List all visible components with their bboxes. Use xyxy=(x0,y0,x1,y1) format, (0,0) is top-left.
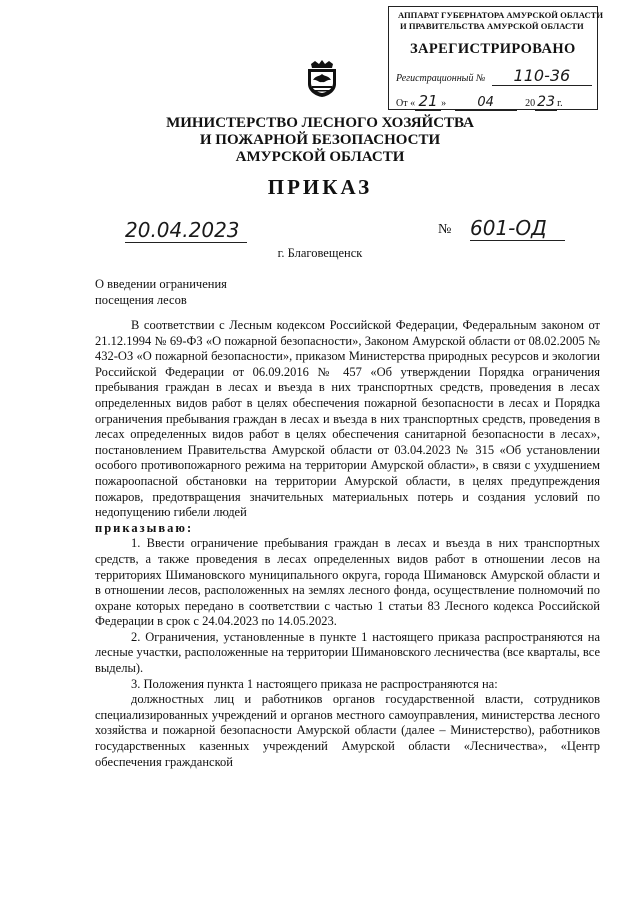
stamp-month: 04 xyxy=(455,95,517,111)
ministry-line-1: МИНИСТЕРСТВО ЛЕСНОГО ХОЗЯЙСТВА xyxy=(166,115,474,131)
city: г. Благовещенск xyxy=(277,246,363,260)
order-word xyxy=(95,521,600,537)
ministry-line-3: АМУРСКОЙ ОБЛАСТИ xyxy=(235,149,405,165)
stamp-date-row xyxy=(396,92,563,111)
stamp-org-line-2: И ПРАВИТЕЛЬСТВА АМУРСКОЙ ОБЛАСТИ xyxy=(400,21,584,31)
stamp-year-suffix: г. xyxy=(557,98,563,109)
item-3-text-paragraph: должностных лиц и работников органов государственной власти, сотрудников специализированных учреждений и органов местного самоуправления, министерства лесного хозяйства и пожарной безопасности Амурской области (далее – Министерство), работников государственных казенных учреждений Амурской области «Лесничества», «Центр обеспечения гражданской xyxy=(95,692,600,769)
subject-line-1: О введении ограничения xyxy=(95,277,227,291)
stamp-reg-label: Регистрационный № xyxy=(396,73,486,84)
order-word-text: приказываю: xyxy=(95,520,194,535)
stamp-year: 23 xyxy=(535,94,557,111)
order-number: 601-ОД xyxy=(470,216,565,241)
coat-of-arms-emblem xyxy=(305,58,339,103)
stamp-year-prefix: 20 xyxy=(525,98,536,109)
stamp-date-prefix: От « xyxy=(396,98,416,109)
stamp-reg-row xyxy=(396,66,592,86)
stamp-day: 21 xyxy=(415,92,441,111)
subject-line-2: посещения лесов xyxy=(95,293,187,307)
order-subject xyxy=(95,276,227,308)
item-3-paragraph: 3. Положения пункта 1 настоящего приказа не распространяются на: xyxy=(131,676,498,691)
preamble-paragraph: В соответствии с Лесным кодексом Российской Федерации, Федеральным законом от 21.12.1994 № 69-ФЗ «О пожарной безопасности», Законом Амурской области от 08.02.2005 № 432-ОЗ «О пожарной безопасности», приказом Министерства природных ресурсов и экологии Российской Федерации от 06.09.2016 № 457 «Об утверждении Порядка ограничения пребывания граждан в лесах и въезда в них транспортных средств, проведения в лесах определенных видов работ в целях обеспечения пожарной безопасности в лесах и Порядка ограничения пребывания граждан в лесах и въезда в них транспортных средств, проведения в лесах определенных видов работ в целях обеспечения санитарной безопасности в лесах», постановлением Правительства Амурской области от 03.04.2023 № 315 «Об установлении особого противопожарного режима на территории Амурской области», в связи с ухудшением пожароопасной обстановки на территории Амурской области, в целях предупреждения пожаров, предотвращения значительных материальных потерь и создания условий по недопущению гибели людей xyxy=(95,318,600,520)
item-1-paragraph: 1. Ввести ограничение пребывания граждан в лесах и въезда в них транспортных средств, а также проведения в лесах определенных видов работ в отношении лесов на территориях Шимановского муниципального округа, города Шимановск Амурской области и в отношении лесов, расположенных на землях лесного фонда, осуществление полномочий по охране которых передано в соответствии с частью 1 статьи 83 Лесного кодекса Российской Федерации в срок с 24.04.2023 по 14.05.2023. xyxy=(95,536,600,629)
number-sign: № xyxy=(438,222,452,237)
order-body xyxy=(95,318,600,770)
stamp-date-mid: » xyxy=(441,98,447,109)
stamp-org-line-1: АППАРАТ ГУБЕРНАТОРА АМУРСКОЙ ОБЛАСТИ xyxy=(398,10,604,20)
ministry-line-2: И ПОЖАРНОЙ БЕЗОПАСНОСТИ xyxy=(199,132,441,148)
ministry-heading xyxy=(150,115,490,166)
order-date: 20.04.2023 xyxy=(125,218,247,243)
stamp-reg-number: 110-36 xyxy=(492,66,592,86)
document-type: ПРИКАЗ xyxy=(267,175,373,199)
stamp-organization xyxy=(398,10,603,32)
item-2-paragraph: 2. Ограничения, установленные в пункте 1 настоящего приказа распространяются на лесные участки, расположенные на территории Шимановского лесничества (все кварталы, все выделы). xyxy=(95,629,600,676)
stamp-title: ЗАРЕГИСТРИРОВАНО xyxy=(410,41,576,57)
